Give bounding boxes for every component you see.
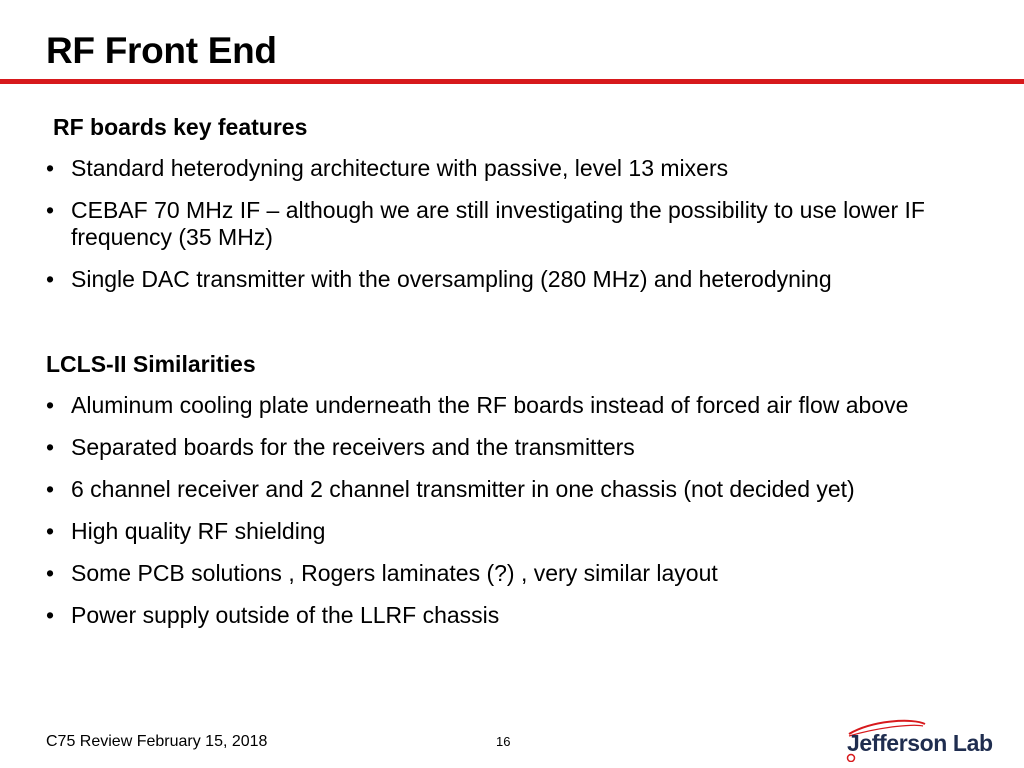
bullet-icon: • xyxy=(46,434,55,460)
jefferson-lab-logo xyxy=(843,718,993,762)
bullet-icon: • xyxy=(46,155,55,181)
list-item: • Power supply outside of the LLRF chassis xyxy=(46,602,500,628)
logo-text: Jefferson Lab xyxy=(847,730,993,756)
bullet-icon: • xyxy=(46,602,55,628)
bullet-icon: • xyxy=(46,197,55,223)
bullet-icon: • xyxy=(46,518,55,544)
list-item: • 6 channel receiver and 2 channel transmitter in one chassis (not decided yet) xyxy=(46,476,855,502)
list-item: • Standard heterodyning architecture with passive, level 13 mixers xyxy=(46,155,729,181)
features-list xyxy=(46,155,951,308)
list-item: • Aluminum cooling plate underneath the RF boards instead of forced air flow above xyxy=(46,392,909,418)
bullet-icon: • xyxy=(46,560,55,586)
list-item: • CEBAF 70 MHz IF – although we are still investigating the possibility to use lower IF frequency (35 MHz) xyxy=(46,197,925,250)
bullet-icon: • xyxy=(46,476,55,502)
page-number: 16 xyxy=(496,734,511,749)
slide-title: RF Front End xyxy=(46,30,277,71)
section-heading-similarities: LCLS-II Similarities xyxy=(46,351,256,377)
bullet-icon: • xyxy=(46,266,55,292)
footer-event-date: C75 Review February 15, 2018 xyxy=(46,733,268,750)
section-heading-features: RF boards key features xyxy=(53,114,308,140)
similarities-list xyxy=(46,392,951,644)
title-divider xyxy=(0,79,1024,84)
list-item: • High quality RF shielding xyxy=(46,518,326,544)
list-item: • Separated boards for the receivers and the transmitters xyxy=(46,434,635,460)
bullet-icon: • xyxy=(46,392,55,418)
list-item: • Some PCB solutions , Rogers laminates (?) , very similar layout xyxy=(46,560,718,586)
list-item: • Single DAC transmitter with the oversampling (280 MHz) and heterodyning xyxy=(46,266,832,292)
